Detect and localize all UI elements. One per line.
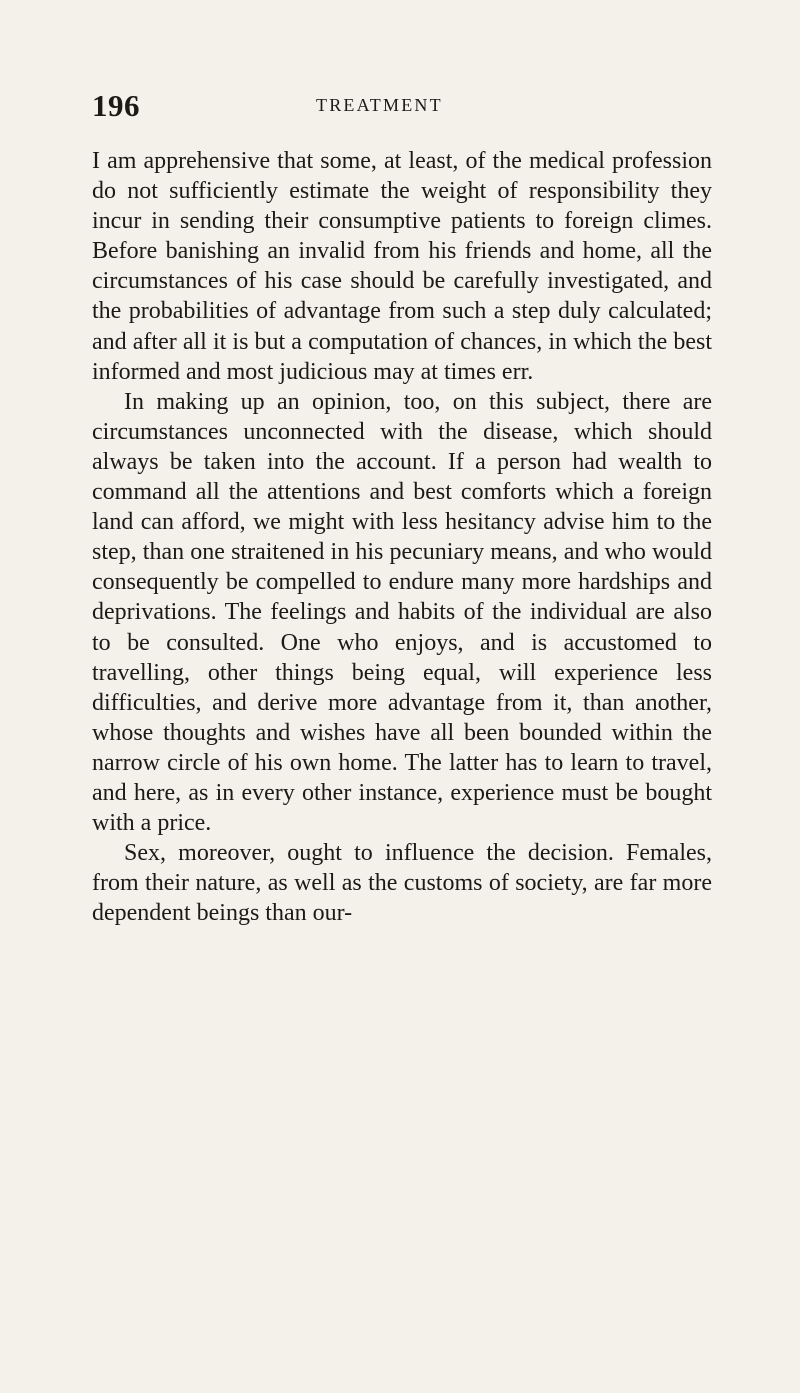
paragraph-2: In making up an opinion, too, on this subject, there are circumstances unconnected with the disease, which should always be taken into the account. If a person had wealth to command all the attentions and best comforts which a foreign land can afford, we might with less hesitancy advise him to the step, than one straitened in his pecuniary means, and who would consequently be compelled to endure many more hardships and deprivations. The feelings and habits of the individual are also to be consulted. One who enjoys, and is accustomed to travelling, other things being equal, will experience less difficulties, and derive more advantage from it, than another, whose thoughts and wishes have all been bounded within the narrow circle of his own home. The latter has to learn to travel, and here, as in every other instance, experience must be bought with a price.: [92, 388, 712, 837]
running-header: [92, 88, 712, 128]
running-title: TREATMENT: [316, 95, 443, 115]
body-text: [92, 146, 712, 928]
paragraph-3: Sex, moreover, ought to influence the decision. Females, from their nature, as well as the customs of society, are far more dependent beings than our-: [92, 840, 712, 927]
page-number: 196: [92, 88, 140, 123]
paragraph-1: I am apprehensive that some, at least, of the medical profession do not sufficiently estimate the weight of responsibility they incur in sending their consumptive patients to foreign climes. Before banishing an invalid from his friends and home, all the circumstances of his case should be carefully investigated, and the probabilities of advantage from such a step duly calculated; and after all it is but a computation of chances, in which the best informed and most judicious may at times err.: [92, 148, 712, 385]
